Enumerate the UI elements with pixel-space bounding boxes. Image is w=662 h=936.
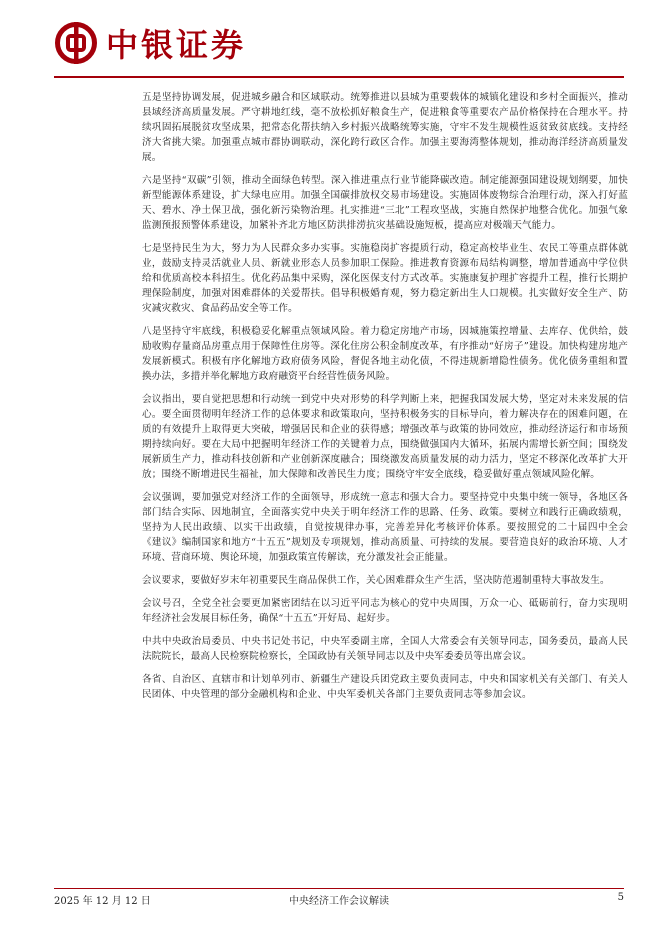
page-number: 5 — [617, 892, 624, 903]
paragraph-attendees: 中共中央政治局委员、中央书记处书记，中央军委副主席，全国人大常委会有关领导同志，国务委员，最高人民法院院长，最高人民检察院检察长，全国政协有关领导同志以及中央军委委员等出席会议。 — [142, 636, 628, 662]
paragraph-meeting-emphasized: 会议强调，要加强党对经济工作的全面领导，形成统一意志和强大合力。要坚持党中央集中统一领导，各地区各部门结合实际、因地制宜，全面落实党中央关于明年经济工作的思路、任务、政策。要树立和践行正确政绩观，坚持为人民出政绩、以实干出政绩，自觉按规律办事，完善差异化考核评价体系。要按照党的二十届四中全会《建议》编制国家和地方“十五五”规划及专项规划，推动高质量、可持续的发展。要营造良好的政治环境、人才环境、营商环境、舆论环境，加强政策宣传解读，充分激发社会正能量。 — [142, 492, 628, 563]
report-date: 2025 年 12 月 12 日 — [54, 896, 151, 907]
paragraph-point-eight: 八是坚持守牢底线，积极稳妥化解重点领域风险。着力稳定房地产市场，因城施策控增量、去库存、优供给，鼓励收购存量商品房重点用于保障性住房等。深化住房公积金制度改革，有序推动“好房子”建设。加快构建房地产发展新模式。积极有序化解地方政府债务风险，督促各地主动化债，不得违规新增隐性债务。优化债务重组和置换办法，多措并举化解地方政府融资平台经营性债务风险。 — [142, 326, 628, 382]
paragraph-point-six: 六是坚持“双碳”引领，推动全面绿色转型。深入推进重点行业节能降碳改造。制定能源强国建设规划纲要，加快新型能源体系建设，扩大绿电应用。加强全国碳排放权交易市场建设。实施固体废物综合治理行动，深入打好蓝天、碧水、净土保卫战，强化新污染物治理。扎实推进“三北”工程攻坚战，实施自然保护地整合优化。加强气象监测预报预警体系建设，加紧补齐北方地区防洪排涝抗灾基础设施短板，提高应对极端天气能力。 — [142, 175, 628, 231]
header-divider — [54, 76, 624, 78]
bank-of-china-logo-icon — [54, 21, 98, 65]
footer-divider — [54, 888, 624, 889]
paragraph-point-five: 五是坚持协调发展，促进城乡融合和区域联动。统筹推进以县城为重要载体的城镇化建设和乡村全面振兴，推动县域经济高质量发展。严守耕地红线，毫不放松抓好粮食生产，促进粮食等重要农产品价格保持在合理水平。持续巩固拓展脱贫攻坚成果，把常态化帮扶纳入乡村振兴战略统筹实施，守牢不发生规模性返贫致贫底线。支持经济大省挑大梁。加强重点城市群协调联动，深化跨行政区合作。加强主要海湾整体规划，推动海洋经济高质量发展。 — [142, 92, 628, 163]
paragraph-meeting-required: 会议要求，要做好岁末年初重要民生商品保供工作，关心困难群众生产生活，坚决防范遏制重特大事故发生。 — [142, 575, 610, 586]
page-header — [0, 0, 662, 85]
paragraph-meeting-called: 会议号召，全党全社会要更加紧密团结在以习近平同志为核心的党中央周围，万众一心、砥砺前行，奋力实现明年经济社会发展目标任务，确保“十五五”开好局、起好步。 — [142, 598, 628, 624]
paragraph-meeting-noted: 会议指出，要自觉把思想和行动统一到党中央对形势的科学判断上来，把握我国发展大势，坚定对未来发展的信心。要全面贯彻明年经济工作的总体要求和政策取向，坚持积极务实的目标导向，着力解决存在的困难问题，在质的有效提升上取得更大突破，增强居民和企业的获得感；增强改革与政策的协同效应，推动经济运行和市场预期持续向好。要在大局中把握明年经济工作的关键着力点，围绕做强国内大循环，拓展内需增长新空间；围绕发展新质生产力，推动科技创新和产业创新深度融合；围绕激发高质量发展的动力活力，坚定不移深化改革扩大开放；围绕不断增进民生福祉，加大保障和改善民生力度；围绕守牢安全底线，稳妥做好重点领域风险化解。 — [142, 394, 628, 480]
brand-logo — [54, 20, 246, 66]
page-footer — [54, 888, 624, 910]
paragraph-participants: 各省、自治区、直辖市和计划单列市、新疆生产建设兵团党政主要负责同志，中央和国家机关有关部门、有关人民团体、中央管理的部分金融机构和企业、中央军委机关各部门主要负责同志等参加会议。 — [142, 674, 628, 700]
brand-name: 中银证券 — [106, 26, 247, 64]
report-title: 中央经济工作会议解读 — [289, 896, 389, 907]
document-body — [142, 90, 628, 710]
paragraph-point-seven: 七是坚持民生为大，努力为人民群众多办实事。实施稳岗扩容提质行动，稳定高校毕业生、农民工等重点群体就业，鼓励支持灵活就业人员、新就业形态人员参加职工保险。推进教育资源布局结构调整，增加普通高中学位供给和优质高校本科招生。优化药品集中采购，深化医保支付方式改革。实施康复护理扩容提升工程，推行长期护理保险制度，加强对困难群体的关爱帮扶。倡导积极婚育观，努力稳定新出生人口规模。扎实做好安全生产、防灾减灾救灾、食品药品安全等工作。 — [142, 243, 628, 314]
